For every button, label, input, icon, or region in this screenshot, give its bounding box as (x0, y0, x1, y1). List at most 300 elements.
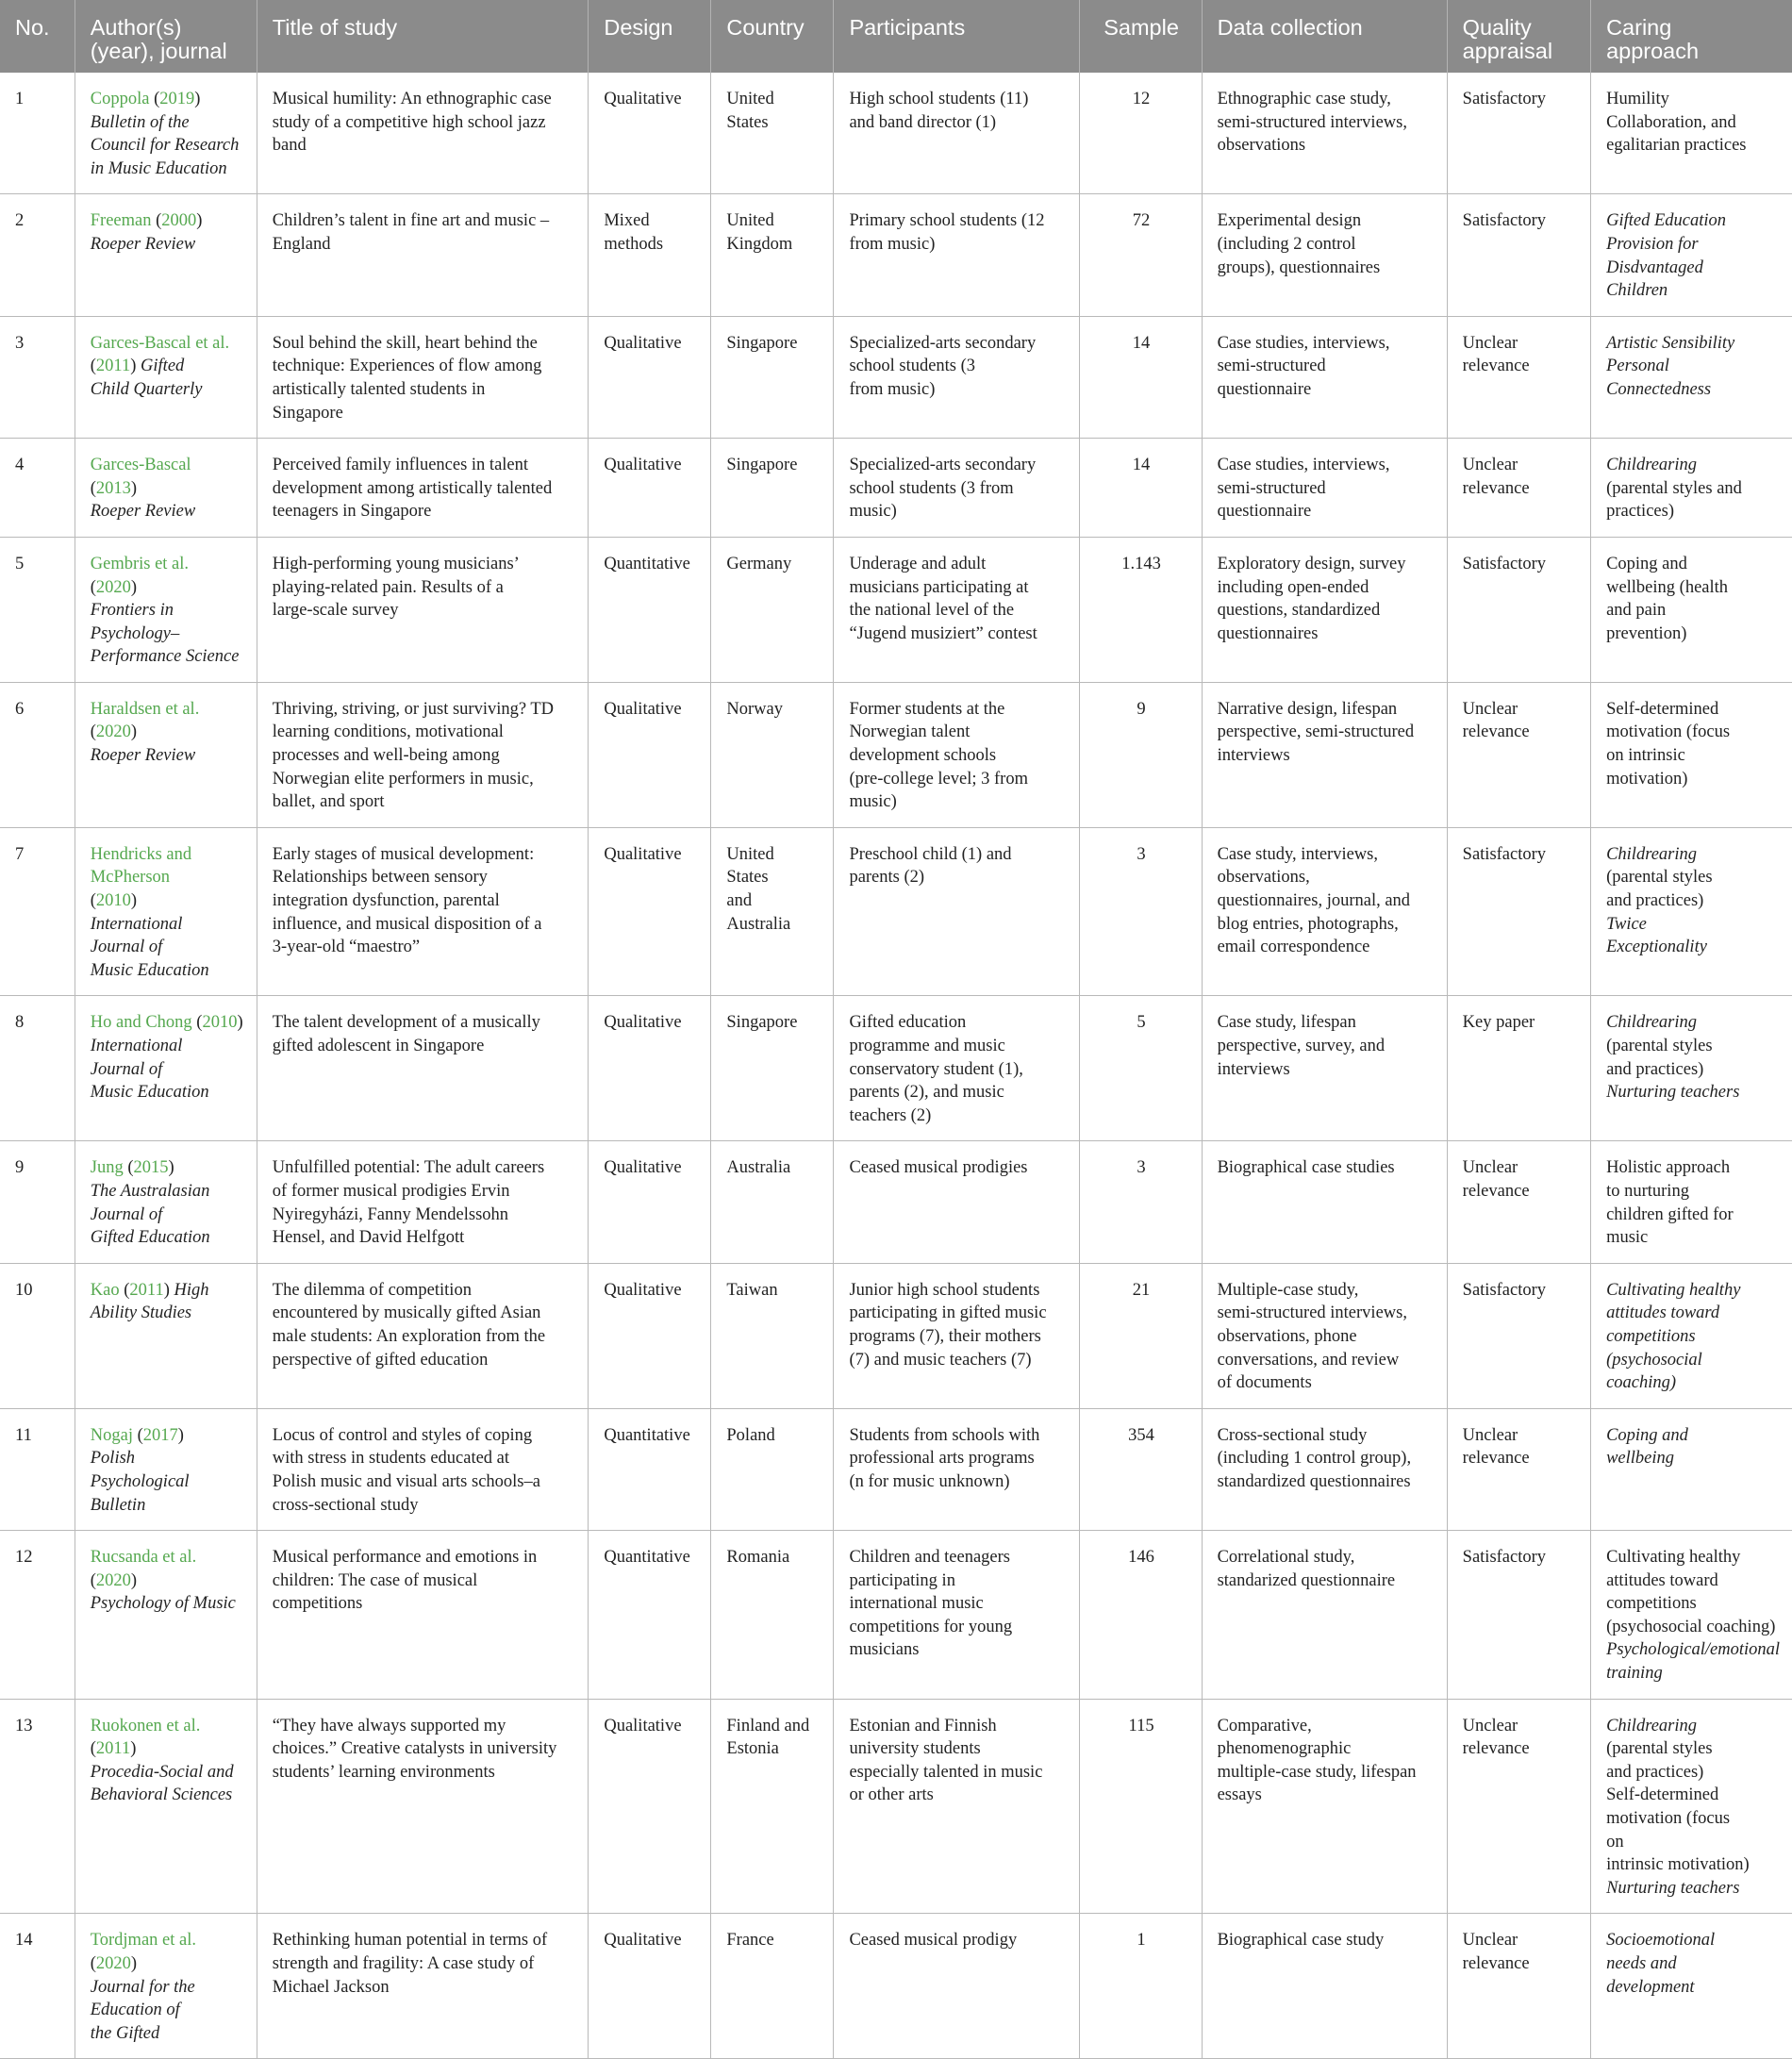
title-line: Norwegian elite performers in music, (272, 769, 534, 789)
table-row (0, 194, 1792, 316)
journal-name: Gifted (141, 357, 185, 376)
cell-sample (1079, 1408, 1202, 1530)
participants-line: (7) and music teachers (7) (849, 1350, 1032, 1370)
cell-sample (1079, 194, 1202, 316)
cell-country (711, 73, 834, 194)
participants-line: participating in (849, 1570, 955, 1590)
design-line: Quantitative (604, 554, 690, 573)
caring-line: Childrearing (1606, 1013, 1698, 1033)
header-participants: Participants (834, 0, 1079, 73)
caring-line: Coping and (1606, 1425, 1688, 1445)
caring-line: and practices) (1606, 1059, 1704, 1079)
caring-line: wellbeing (1606, 1449, 1675, 1469)
author-name-link[interactable]: Rucsanda et al. (90, 1548, 197, 1568)
year-link[interactable]: 2017 (142, 1425, 178, 1445)
header-title: Title of study (257, 0, 589, 73)
journal-name: Education of (90, 2001, 180, 2020)
caring-line: and practices) (1606, 1762, 1704, 1782)
caring-line: Nurturing teachers (1606, 1878, 1740, 1898)
year-link[interactable]: 2011 (95, 357, 131, 376)
sample-size: 14 (1132, 456, 1151, 475)
year-link[interactable]: 2020 (95, 1954, 131, 1973)
data-collection-line: semi-structured (1217, 357, 1326, 376)
author-name-link[interactable]: Ruokonen et al. (90, 1716, 201, 1735)
caring-line: music (1606, 1228, 1649, 1248)
paren-close: ) (130, 478, 138, 498)
data-collection-line: Multiple-case study, (1217, 1280, 1359, 1300)
quality-line: Satisfactory (1462, 844, 1547, 864)
cell-title (257, 1263, 589, 1408)
country-line: Romania (726, 1548, 790, 1568)
journal-name: Behavioral Sciences (90, 1785, 233, 1805)
caring-line: Exceptionality (1606, 938, 1707, 957)
title-line: High-performing young musicians’ (272, 554, 520, 573)
cell-data-collection (1202, 316, 1447, 438)
author-citation (91, 1156, 243, 1180)
data-collection-line: semi-structured (1217, 478, 1326, 498)
caring-line: on (1606, 1832, 1624, 1851)
participants-line: participating in gifted music (849, 1303, 1047, 1323)
cell-author (75, 996, 257, 1141)
paren-open: ( (191, 1013, 203, 1033)
year-link[interactable]: 2020 (95, 1570, 131, 1590)
row-number: 11 (15, 1425, 32, 1445)
data-collection-line: questionnaire (1217, 502, 1312, 522)
data-collection-line: (including 2 control (1217, 234, 1356, 254)
data-collection-line: Cross-sectional study (1217, 1425, 1368, 1445)
row-number: 10 (15, 1280, 33, 1300)
cell-data-collection (1202, 827, 1447, 996)
author-name-link[interactable]: Hendricks and McPherson (90, 844, 192, 888)
cell-participants (834, 1263, 1079, 1408)
cell-country (711, 1531, 834, 1700)
author-citation (91, 1546, 243, 1569)
title-line: with stress in students educated at (272, 1449, 510, 1469)
row-number: 1 (15, 90, 25, 108)
caring-line: Childrearing (1606, 456, 1698, 475)
caring-line: Psychological/emotional (1606, 1640, 1781, 1660)
caring-line: and practices) (1606, 891, 1704, 911)
title-line: band (272, 136, 307, 156)
cell-title (257, 996, 589, 1141)
data-collection-line: Biographical case study (1217, 1931, 1385, 1951)
cell-caring (1591, 73, 1792, 194)
country-line: United States (726, 90, 774, 132)
cell-data-collection (1202, 1263, 1447, 1408)
journal-name: Bulletin of the (90, 112, 190, 132)
caring-line: (psychosocial (1606, 1350, 1702, 1370)
author-name-link[interactable]: Jung (90, 1158, 124, 1178)
design-line: Qualitative (604, 1158, 682, 1178)
title-line: Nyiregyházi, Fanny Mendelssohn (272, 1204, 509, 1224)
participants-line: school students (3 from (849, 478, 1014, 498)
participants-line: university students (849, 1739, 981, 1759)
author-citation (91, 843, 243, 889)
cell-quality (1447, 1914, 1590, 2059)
journal-name: International (90, 1037, 183, 1055)
title-line: Musical humility: An ethnographic case (272, 90, 552, 108)
participants-line: parents (2), and music (849, 1083, 1004, 1103)
data-collection-line: including open-ended (1217, 577, 1369, 597)
journal-name: Roeper Review (90, 502, 196, 522)
cell-no (0, 996, 75, 1141)
participants-line: school students (3 (849, 357, 976, 376)
year-line (91, 889, 243, 913)
journal-name: Psychological Bulletin (90, 1471, 190, 1515)
author-name-link[interactable]: Gembris et al. (90, 554, 190, 573)
cell-design (589, 996, 711, 1141)
quality-line: Unclear (1462, 1716, 1518, 1735)
participants-line: programme and music (849, 1037, 1005, 1055)
header-quality-appraisal: Quality appraisal (1447, 0, 1590, 73)
data-collection-line: groups), questionnaires (1217, 257, 1381, 277)
design-line: Qualitative (604, 90, 682, 108)
cell-participants (834, 537, 1079, 682)
caring-line: motivation (focus (1606, 722, 1731, 742)
participants-line: Former students at the (849, 699, 1005, 719)
design-line: Qualitative (604, 1931, 682, 1951)
cell-caring (1591, 996, 1792, 1141)
journal-name: the Gifted (90, 2023, 160, 2043)
author-name-link[interactable]: Kao (90, 1280, 120, 1300)
author-name-link[interactable]: Garces-Bascal (90, 456, 191, 475)
cell-title (257, 682, 589, 827)
data-collection-line: blog entries, photographs, (1217, 914, 1399, 934)
year-link[interactable]: 2010 (202, 1013, 238, 1033)
design-line: Qualitative (604, 333, 682, 353)
cell-quality (1447, 439, 1590, 538)
title-line: of former musical prodigies Ervin (272, 1181, 510, 1201)
cell-title (257, 73, 589, 194)
caring-line: (parental styles (1606, 1037, 1713, 1055)
journal-name: International (90, 914, 183, 934)
participants-line: especially talented in music (849, 1762, 1043, 1782)
caring-line: attitudes toward (1606, 1303, 1720, 1323)
design-line: Qualitative (604, 456, 682, 475)
cell-country (711, 439, 834, 538)
quality-line: Satisfactory (1462, 211, 1547, 231)
data-collection-line: questionnaires (1217, 623, 1319, 643)
journal-name: Council for Research (90, 136, 240, 156)
country-line: France (726, 1931, 774, 1951)
cell-no (0, 1263, 75, 1408)
cell-participants (834, 1914, 1079, 2059)
cell-design (589, 1914, 711, 2059)
participants-line: the national level of the (849, 601, 1015, 621)
caring-line: Collaboration, and (1606, 112, 1736, 132)
title-line: Rethinking human potential in terms of (272, 1931, 548, 1951)
cell-sample (1079, 1914, 1202, 2059)
quality-line: relevance (1462, 1954, 1530, 1973)
data-collection-line: Biographical case studies (1217, 1158, 1395, 1178)
cell-title (257, 316, 589, 438)
cell-author (75, 1699, 257, 1914)
cell-participants (834, 996, 1079, 1141)
title-line: cross-sectional study (272, 1495, 419, 1515)
participants-line: from music) (849, 234, 936, 254)
author-name-link[interactable]: Tordjman et al. (90, 1931, 196, 1951)
quality-line: Unclear (1462, 1425, 1518, 1445)
row-number: 12 (15, 1548, 33, 1568)
cell-author (75, 439, 257, 538)
year-link[interactable]: 2015 (133, 1158, 169, 1178)
header-design: Design (589, 0, 711, 73)
title-line: Perceived family influences in talent (272, 456, 529, 475)
title-line: The dilemma of competition (272, 1280, 472, 1300)
cell-sample (1079, 1531, 1202, 1700)
cell-quality (1447, 73, 1590, 194)
journal-name: The Australasian (90, 1181, 210, 1201)
author-citation (91, 1715, 243, 1738)
cell-author (75, 537, 257, 682)
quality-line: relevance (1462, 357, 1530, 376)
data-collection-line: Case study, interviews, (1217, 844, 1378, 864)
cell-participants (834, 439, 1079, 538)
caring-line: competitions (1606, 1594, 1697, 1614)
quality-line: Satisfactory (1462, 554, 1547, 573)
row-number: 14 (15, 1931, 33, 1951)
quality-line: Satisfactory (1462, 1280, 1547, 1300)
header-no: No. (0, 0, 75, 73)
cell-country (711, 194, 834, 316)
cell-caring (1591, 537, 1792, 682)
cell-caring (1591, 1263, 1792, 1408)
participants-line: programs (7), their mothers (849, 1326, 1041, 1346)
title-line: strength and fragility: A case study of (272, 1954, 535, 1973)
sample-size: 21 (1132, 1280, 1151, 1300)
title-line: Hensel, and David Helfgott (272, 1228, 465, 1248)
title-line: England (272, 234, 331, 254)
cell-no (0, 1699, 75, 1914)
data-collection-line: conversations, and review (1217, 1350, 1400, 1370)
data-collection-line: multiple-case study, lifespan (1217, 1762, 1417, 1782)
journal-name: Journal for the (90, 1977, 195, 1997)
paren-close: ) (168, 1158, 174, 1178)
cell-caring (1591, 316, 1792, 438)
author-citation (91, 1279, 243, 1325)
cell-design (589, 1408, 711, 1530)
title-line: Musical performance and emotions in (272, 1548, 538, 1568)
data-collection-line: interviews (1217, 1059, 1290, 1079)
participants-line: international music (849, 1594, 984, 1614)
participants-line: Children and teenagers (849, 1548, 1010, 1568)
author-name-link[interactable]: Coppola (90, 90, 150, 108)
caring-line: Disdvantaged (1606, 257, 1703, 277)
caring-line: Personal (1606, 357, 1669, 376)
data-collection-line: of documents (1217, 1373, 1312, 1393)
title-line: artistically talented students in (272, 379, 486, 399)
year-link[interactable]: 2011 (95, 1739, 131, 1759)
cell-no (0, 439, 75, 538)
journal-name: Gifted Education (90, 1228, 210, 1248)
title-line: influence, and musical disposition of a (272, 914, 542, 934)
year-link[interactable]: 2013 (95, 478, 131, 498)
participants-line: music) (849, 792, 897, 812)
title-line: Children’s talent in fine art and music – (272, 211, 550, 231)
caring-line: to nurturing (1606, 1181, 1689, 1201)
cell-title (257, 1531, 589, 1700)
cell-sample (1079, 316, 1202, 438)
caring-line: Humility (1606, 90, 1669, 108)
title-line: Relationships between sensory (272, 868, 488, 888)
author-name-link[interactable]: Nogaj (90, 1425, 133, 1445)
caring-line: (parental styles and (1606, 478, 1742, 498)
title-line: children: The case of musical (272, 1570, 478, 1590)
data-collection-line: semi-structured interviews, (1217, 112, 1407, 132)
author-citation (91, 698, 243, 722)
caring-line: motivation) (1606, 769, 1688, 789)
cell-quality (1447, 827, 1590, 996)
cell-design (589, 316, 711, 438)
table-row (0, 1531, 1792, 1700)
paren-open: ( (90, 1954, 96, 1973)
cell-caring (1591, 1531, 1792, 1700)
country-line: Estonia (726, 1739, 779, 1759)
caring-line: coaching) (1606, 1373, 1677, 1393)
table-row (0, 827, 1792, 996)
title-line: gifted adolescent in Singapore (272, 1037, 485, 1055)
cell-country (711, 682, 834, 827)
quality-line: Unclear (1462, 456, 1518, 475)
caring-line: Provision for (1606, 234, 1699, 254)
year-link[interactable]: 2000 (161, 211, 197, 231)
paren-open: ( (149, 90, 160, 108)
country-line: Taiwan (726, 1280, 778, 1300)
cell-participants (834, 682, 1079, 827)
title-line: Early stages of musical development: (272, 844, 535, 864)
title-line: Singapore (272, 403, 343, 423)
participants-line: from music) (849, 379, 936, 399)
year-link[interactable]: 2019 (159, 90, 195, 108)
cell-no (0, 316, 75, 438)
title-line: technique: Experiences of flow among (272, 357, 542, 376)
participants-line: Specialized-arts secondary (849, 456, 1037, 475)
data-collection-line: perspective, semi-structured (1217, 722, 1415, 742)
table-row (0, 73, 1792, 194)
cell-caring (1591, 194, 1792, 316)
year-link[interactable]: 2020 (95, 577, 131, 597)
journal-name: Procedia-Social and (90, 1762, 234, 1782)
journal-name: Psychology of Music (90, 1594, 236, 1614)
cell-data-collection (1202, 537, 1447, 682)
caring-line: Coping and (1606, 554, 1687, 573)
sample-size: 5 (1137, 1013, 1146, 1033)
row-number: 4 (15, 456, 25, 475)
cell-quality (1447, 537, 1590, 682)
author-name-link[interactable]: Haraldsen et al. (90, 699, 200, 719)
year-line (91, 1569, 243, 1593)
paren-close: ) (130, 357, 137, 376)
author-name-link[interactable]: Ho and Chong (90, 1013, 192, 1033)
journal-name: Music Education (90, 960, 209, 980)
quality-line: Unclear (1462, 699, 1518, 719)
author-citation (91, 332, 243, 356)
cell-author (75, 1263, 257, 1408)
cell-no (0, 194, 75, 316)
sample-size: 115 (1128, 1716, 1154, 1735)
year-link[interactable]: 2020 (95, 722, 131, 742)
author-name-link[interactable]: Garces-Bascal et al. (90, 333, 230, 353)
participants-line: conservatory student (1), (849, 1059, 1023, 1079)
caring-line: Nurturing teachers (1606, 1083, 1740, 1103)
cell-title (257, 1408, 589, 1530)
row-number: 7 (15, 844, 25, 864)
caring-line: Cultivating healthy (1606, 1548, 1741, 1568)
design-line: Mixed (604, 211, 650, 231)
caring-line: motivation (focus (1606, 1809, 1731, 1829)
title-line: perspective of gifted education (272, 1350, 489, 1370)
data-collection-line: Narrative design, lifespan (1217, 699, 1398, 719)
cell-quality (1447, 1141, 1590, 1263)
caring-line: Connectedness (1606, 379, 1712, 399)
title-line: teenagers in Singapore (272, 502, 432, 522)
cell-data-collection (1202, 996, 1447, 1141)
country-line: and (726, 891, 753, 911)
cell-country (711, 827, 834, 996)
cell-participants (834, 1408, 1079, 1530)
cell-no (0, 73, 75, 194)
title-line: male students: An exploration from the (272, 1326, 546, 1346)
cell-sample (1079, 1141, 1202, 1263)
paren-open: ( (132, 1425, 143, 1445)
cell-design (589, 1263, 711, 1408)
paren-close: ) (163, 1280, 170, 1300)
cell-author (75, 1914, 257, 2059)
year-link[interactable]: 2010 (95, 891, 131, 911)
journal-name: Child Quarterly (90, 379, 203, 399)
cell-quality (1447, 682, 1590, 827)
quality-line: relevance (1462, 1181, 1530, 1201)
cell-quality (1447, 316, 1590, 438)
year-link[interactable]: 2011 (129, 1280, 164, 1300)
sample-size: 146 (1128, 1548, 1154, 1568)
quality-line: relevance (1462, 478, 1530, 498)
cell-quality (1447, 996, 1590, 1141)
cell-sample (1079, 1699, 1202, 1914)
cell-design (589, 73, 711, 194)
journal-name: Music Education (90, 1083, 209, 1103)
table-row (0, 1408, 1792, 1530)
row-number: 9 (15, 1158, 25, 1178)
cell-sample (1079, 439, 1202, 538)
cell-sample (1079, 537, 1202, 682)
author-name-link[interactable]: Freeman (90, 211, 152, 231)
cell-data-collection (1202, 682, 1447, 827)
caring-line: Twice (1606, 914, 1647, 934)
cell-design (589, 194, 711, 316)
caring-line: prevention) (1606, 623, 1687, 643)
quality-line: Satisfactory (1462, 90, 1547, 108)
data-collection-line: email correspondence (1217, 938, 1370, 957)
data-collection-line: Exploratory design, survey (1217, 554, 1406, 573)
quality-line: Unclear (1462, 333, 1518, 353)
caring-line: attitudes toward (1606, 1570, 1718, 1590)
participants-line: Preschool child (1) and (849, 844, 1012, 864)
quality-line: Key paper (1462, 1013, 1535, 1033)
cell-participants (834, 1699, 1079, 1914)
title-line: Polish music and visual arts schools–a (272, 1471, 540, 1491)
data-collection-line: standarized questionnaire (1217, 1570, 1396, 1590)
cell-title (257, 1699, 589, 1914)
cell-data-collection (1202, 73, 1447, 194)
caring-line: and pain (1606, 601, 1667, 621)
caring-line: egalitarian practices (1606, 136, 1747, 156)
paren-close: ) (196, 211, 203, 231)
paren-open: ( (90, 722, 96, 742)
participants-line: (n for music unknown) (849, 1471, 1010, 1491)
country-line: Singapore (726, 333, 798, 353)
paren-close: ) (130, 1739, 137, 1759)
